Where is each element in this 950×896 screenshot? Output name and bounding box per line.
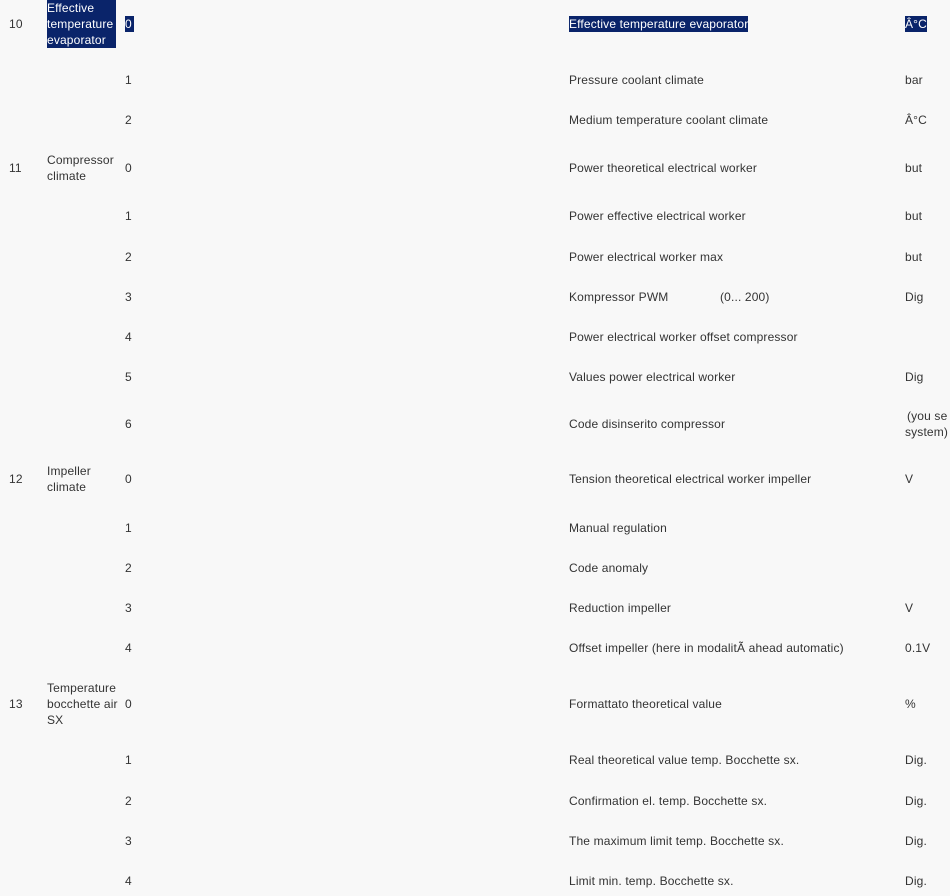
- row-unit: Dig: [905, 370, 924, 384]
- row-index: 4: [125, 641, 132, 655]
- row-unit-line: (you se: [907, 409, 948, 423]
- row-unit: but: [905, 209, 923, 223]
- row-description: Values power electrical worker: [569, 370, 736, 384]
- row-unit: [905, 408, 950, 440]
- row-unit: %: [905, 697, 916, 711]
- row-description: Formattato theoretical value: [569, 697, 722, 711]
- row-unit: Dig.: [905, 794, 927, 808]
- row-description: Effective temperature evaporator: [569, 17, 749, 31]
- row-index: 4: [125, 874, 132, 888]
- group-number: 13: [9, 697, 23, 711]
- row-index: 2: [125, 794, 132, 808]
- row-index: 6: [125, 417, 132, 431]
- row-unit: 0.1V: [905, 641, 931, 655]
- row-index: 0: [125, 17, 132, 31]
- row-unit: Dig.: [905, 874, 927, 888]
- row-description: Offset impeller (here in modalitÃ ahead automatic): [569, 641, 844, 655]
- group-name: [47, 680, 125, 728]
- row-index: 1: [125, 73, 132, 87]
- row-index: 3: [125, 834, 132, 848]
- group-name: [47, 152, 125, 184]
- row-description: Manual regulation: [569, 521, 667, 535]
- row-index: 3: [125, 290, 132, 304]
- row-unit: Dig: [905, 290, 924, 304]
- group-name-line: Compressor: [47, 153, 114, 167]
- group-name-line: climate: [47, 169, 87, 183]
- row-unit: but: [905, 161, 923, 175]
- group-name: [47, 463, 125, 495]
- row-unit-line: system): [905, 425, 949, 439]
- row-unit: but: [905, 250, 923, 264]
- row-description: The maximum limit temp. Bocchette sx.: [569, 834, 784, 848]
- group-name-line: Temperature: [47, 681, 117, 695]
- row-unit: Dig.: [905, 753, 927, 767]
- row-index: 0: [125, 697, 132, 711]
- row-unit: Â°C: [905, 17, 927, 31]
- row-description: Kompressor PWM: [569, 290, 669, 304]
- row-index: 2: [125, 113, 132, 127]
- row-unit: Dig.: [905, 834, 927, 848]
- row-index: 3: [125, 601, 132, 615]
- group-number: 12: [9, 472, 23, 486]
- group-number: 11: [9, 161, 22, 175]
- row-index: 2: [125, 250, 132, 264]
- row-description: Pressure coolant climate: [569, 73, 704, 87]
- group-number: 10: [9, 17, 23, 31]
- row-description: Limit min. temp. Bocchette sx.: [569, 874, 734, 888]
- row-index: 4: [125, 330, 132, 344]
- row-index: 1: [125, 521, 132, 535]
- row-description: Power electrical worker offset compressor: [569, 330, 798, 344]
- row-description: Power theoretical electrical worker: [569, 161, 757, 175]
- row-description: Code disinserito compressor: [569, 417, 726, 431]
- row-description: Code anomaly: [569, 561, 649, 575]
- row-description: Real theoretical value temp. Bocchette sx.: [569, 753, 800, 767]
- row-description: Medium temperature coolant climate: [569, 113, 769, 127]
- group-name-line: bocchette air: [47, 697, 118, 711]
- row-unit: Â°C: [905, 113, 927, 127]
- row-unit: bar: [905, 73, 923, 87]
- row-index: 2: [125, 561, 132, 575]
- group-name-line: climate: [47, 480, 87, 494]
- row-description: Power effective electrical worker: [569, 209, 746, 223]
- row-description: Reduction impeller: [569, 601, 672, 615]
- row-description: Power electrical worker max: [569, 250, 724, 264]
- row-unit: V: [905, 601, 914, 615]
- group-name-line: SX: [47, 713, 64, 727]
- group-name-line: temperature: [47, 17, 114, 31]
- row-index: 0: [125, 472, 132, 486]
- group-name-line: Impeller: [47, 464, 91, 478]
- group-name: [47, 0, 116, 48]
- row-description: Tension theoretical electrical worker impeller: [569, 472, 812, 486]
- row-index: 1: [125, 209, 132, 223]
- row-range: (0... 200): [720, 290, 770, 304]
- row-description: Confirmation el. temp. Bocchette sx.: [569, 794, 768, 808]
- group-name-line: evaporator: [47, 33, 106, 47]
- row-index: 0: [125, 161, 132, 175]
- group-name-line: Effective: [47, 1, 95, 15]
- row-index: 5: [125, 370, 132, 384]
- row-unit: V: [905, 472, 914, 486]
- row-index: 1: [125, 753, 132, 767]
